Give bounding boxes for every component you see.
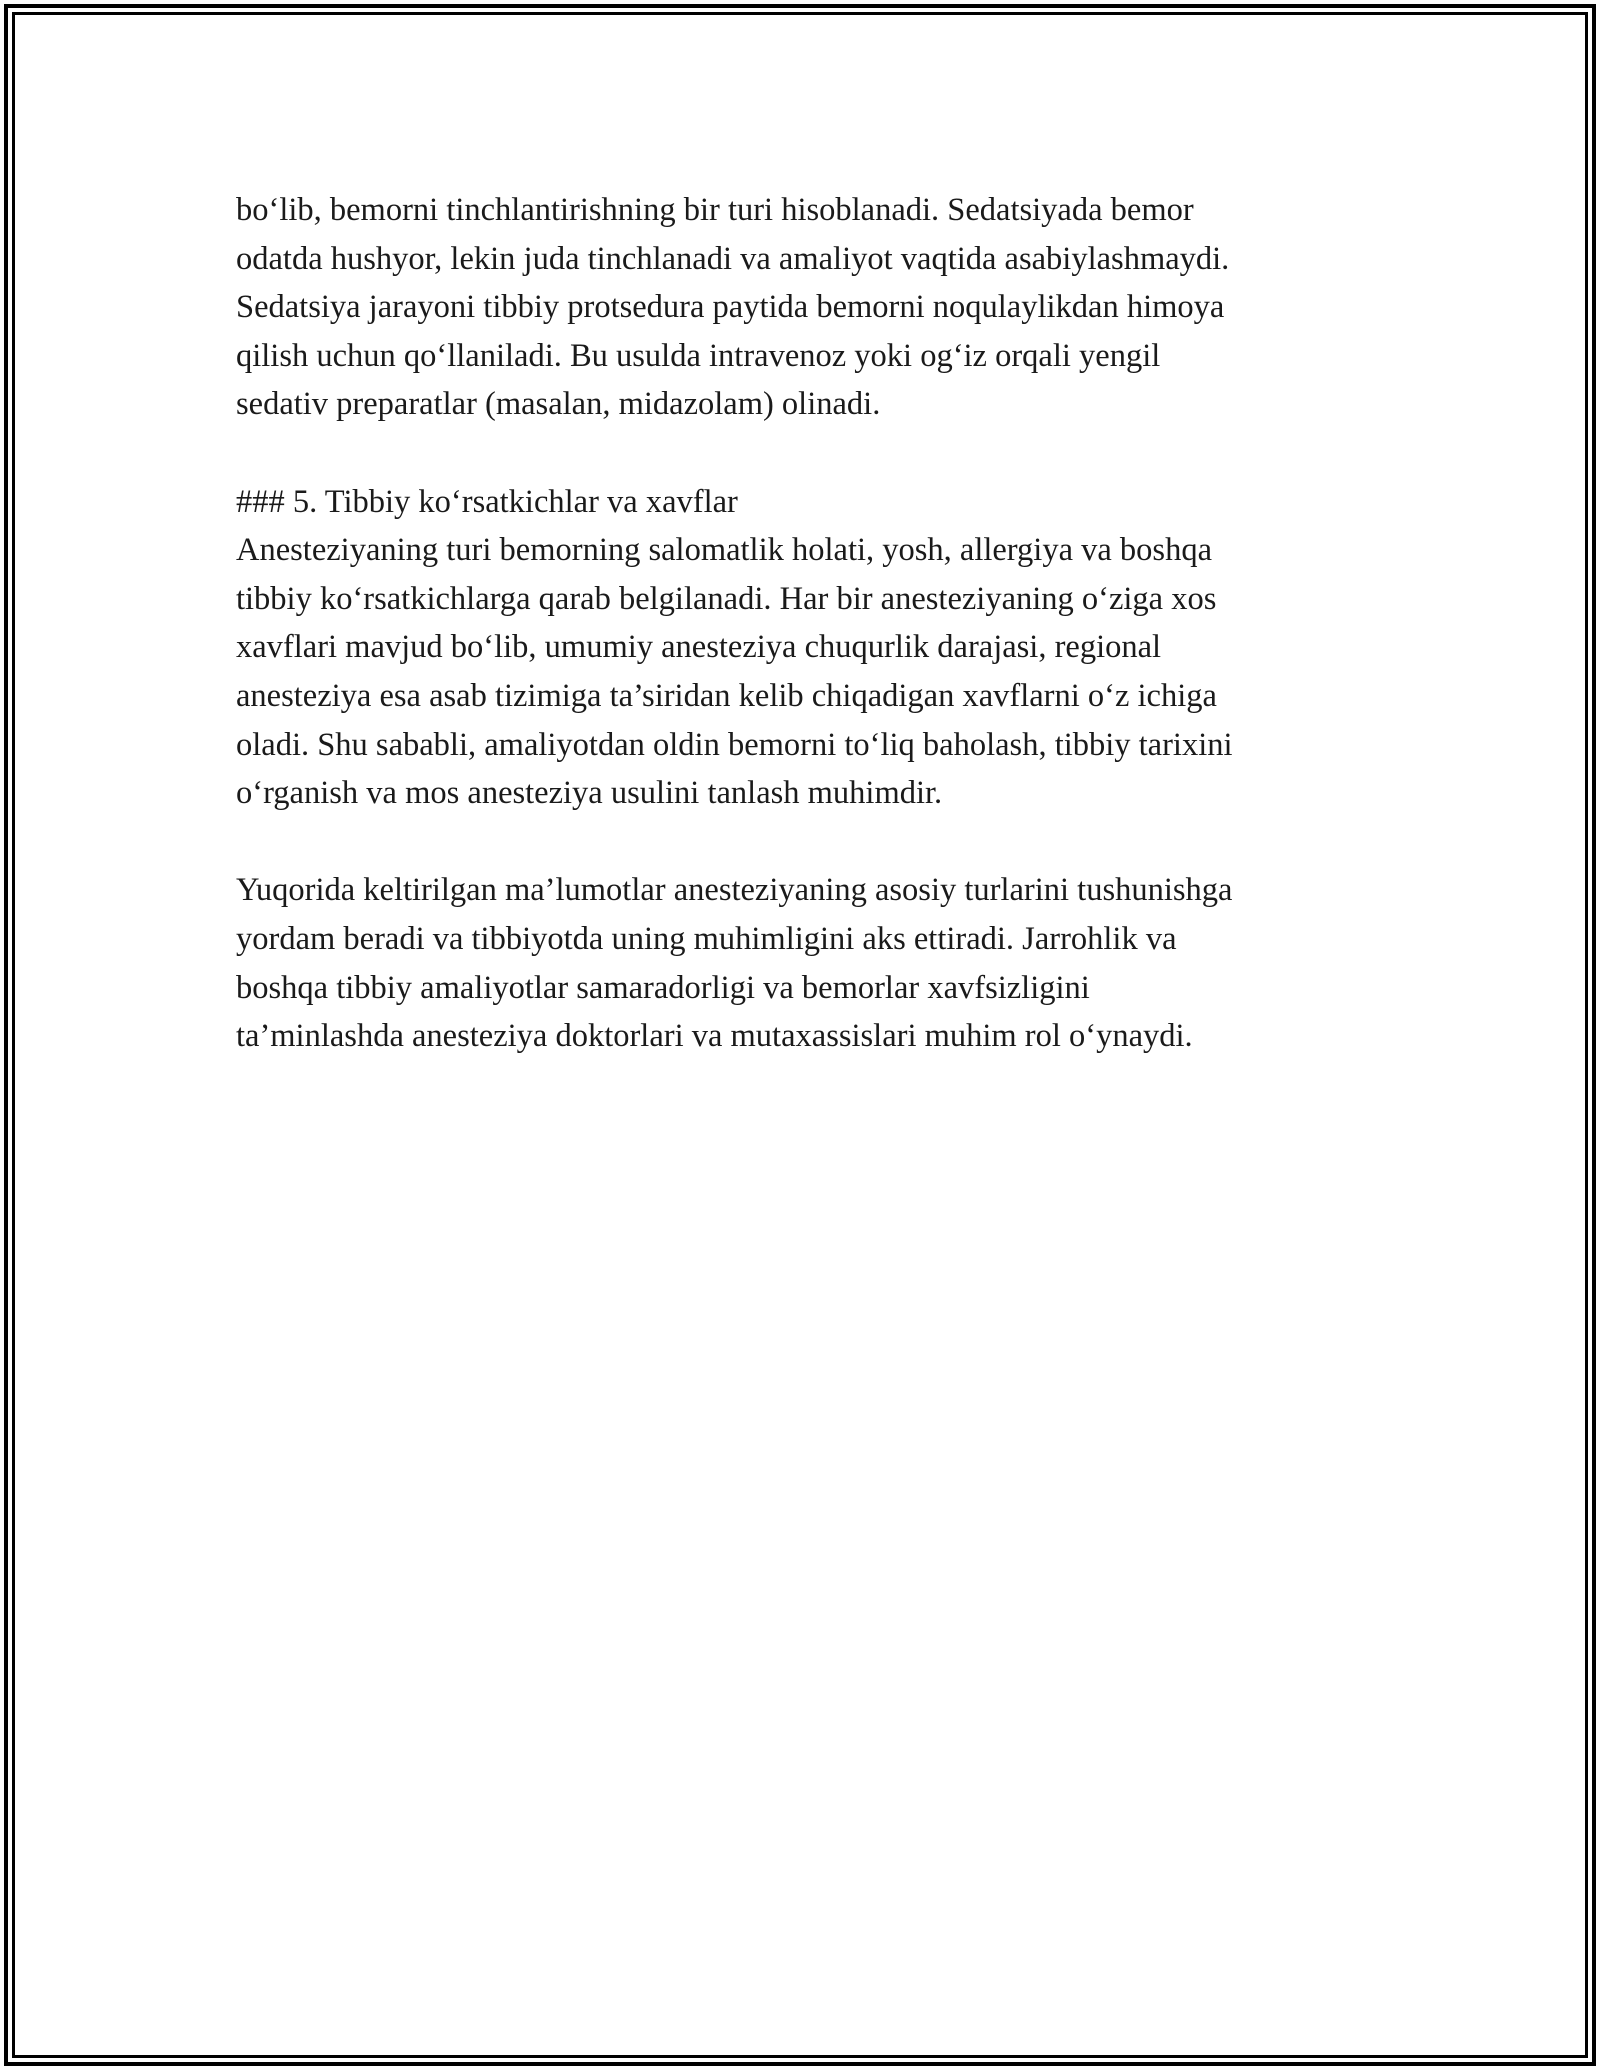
- text-line: boshqa tibbiy amaliyotlar samaradorligi va bemorlar xavfsizligini: [236, 969, 1090, 1006]
- paragraph-spacer: [236, 818, 1396, 867]
- text-line: ta’minlashda anesteziya doktorlari va mutaxassislari muhim rol o‘ynaydi.: [236, 1018, 1193, 1055]
- text-line: Sedatsiya jarayoni tibbiy protsedura paytida bemorni noqulaylikdan himoya: [236, 289, 1225, 326]
- paragraph-sedation: [236, 186, 1396, 429]
- document-body: [236, 186, 1396, 1061]
- paragraph-spacer: [236, 429, 1396, 478]
- text-line: oladi. Shu sababli, amaliyotdan oldin bemorni to‘liq baholash, tibbiy tarixini: [236, 726, 1233, 763]
- text-line: bo‘lib, bemorni tinchlantirishning bir turi hisoblanadi. Sedatsiyada bemor: [236, 192, 1194, 228]
- text-line: anesteziya esa asab tizimiga ta’siridan kelib chiqadigan xavflarni o‘z ichiga: [236, 677, 1217, 714]
- text-line: Anesteziyaning turi bemorning salomatlik holati, yosh, allergiya va boshqa: [236, 532, 1212, 569]
- text-line: qilish uchun qo‘llaniladi. Bu usulda intravenoz yoki og‘iz orqali yengil: [236, 337, 1161, 374]
- text-line: tibbiy ko‘rsatkichlarga qarab belgilanadi. Har bir anesteziyaning o‘ziga xos: [236, 580, 1217, 617]
- text-line: xavflari mavjud bo‘lib, umumiy anesteziya chuqurlik darajasi, regional: [236, 629, 1162, 666]
- text-line: sedativ preparatlar (masalan, midazolam) olinadi.: [236, 386, 881, 423]
- paragraph-conclusion: [236, 866, 1396, 1060]
- section-risks: [236, 478, 1396, 818]
- text-line: Yuqorida keltirilgan ma’lumotlar anesteziyaning asosiy turlarini tushunishga: [236, 872, 1233, 909]
- text-line: yordam beradi va tibbiyotda uning muhimligini aks ettiradi. Jarrohlik va: [236, 920, 1177, 957]
- section-heading: ### 5. Tibbiy ko‘rsatkichlar va xavflar: [236, 483, 738, 520]
- text-line: odatda hushyor, lekin juda tinchlanadi va amaliyot vaqtida asabiylashmaydi.: [236, 240, 1230, 277]
- text-line: o‘rganish va mos anesteziya usulini tanlash muhimdir.: [236, 775, 943, 812]
